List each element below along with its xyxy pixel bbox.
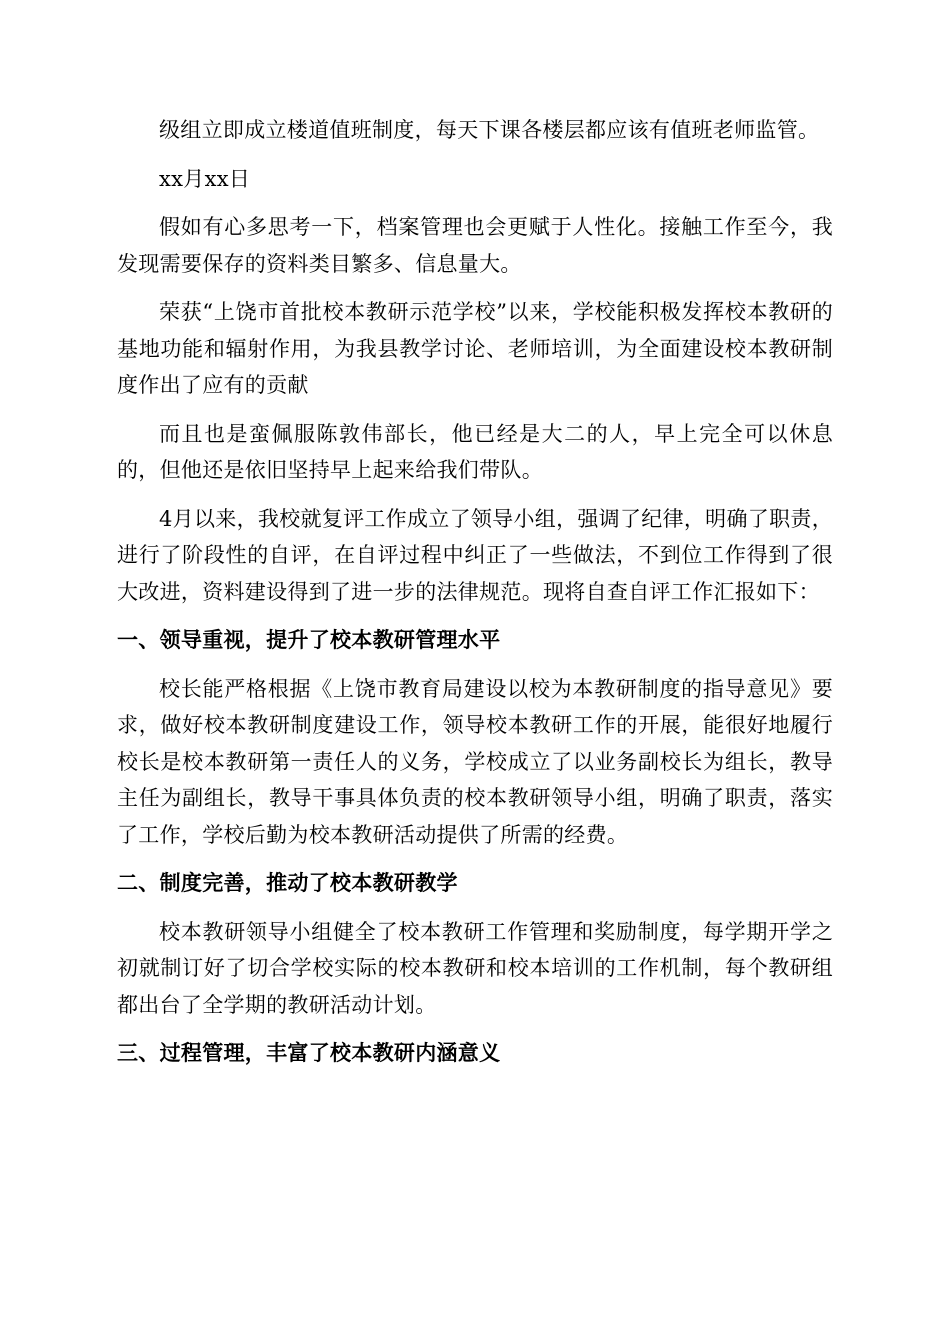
paragraph-self-evaluation: 4月以来，我校就复评工作成立了领导小组，强调了纪律，明确了职责，进行了阶段性的自评，在自评过程中纠正了一些做法，不到位工作得到了很大改进，资料建设得到了进一步的法律规范。现将自查自评工作汇报如下： (117, 506, 833, 604)
paragraph-system: 校本教研领导小组健全了校本教研工作管理和奖励制度，每学期开学之初就制订好了切合学校实际的校本教研和校本培训的工作机制，每个教研组都出台了全学期的教研活动计划。 (117, 919, 833, 1017)
section-heading-2: 二、制度完善，推动了校本教研教学 (117, 871, 458, 895)
section-heading-3: 三、过程管理，丰富了校本教研内涵意义 (117, 1041, 501, 1065)
paragraph-principal: 校长能严格根据《上饶市教育局建设以校为本教研制度的指导意见》要求，做好校本教研制度建设工作，领导校本教研工作的开展，能很好地履行校长是校本教研第一责任人的义务，学校成立了以业务副校长为组长，教导主任为副组长，教导干事具体负责的校本教研领导小组，明确了职责，落实了工作，学校后勤为校本教研活动提供了所需的经费。 (117, 676, 833, 847)
paragraph-minister: 而且也是蛮佩服陈敦伟部长，他已经是大二的人，早上完全可以休息的，但他还是依旧坚持早上起来给我们带队。 (117, 421, 833, 482)
section-heading-1: 一、领导重视，提升了校本教研管理水平 (117, 628, 501, 652)
document-page (117, 112, 833, 1072)
paragraph-model-school: 荣获“上饶市首批校本教研示范学校”以来，学校能积极发挥校本教研的基地功能和辐射作用，为我县教学讨论、老师培训，为全面建设校本教研制度作出了应有的贡献 (117, 300, 833, 397)
paragraph-archive-management: 假如有心多思考一下，档案管理也会更赋于人性化。接触工作至今，我发现需要保存的资料类目繁多、信息量大。 (117, 215, 833, 276)
paragraph-duty-system: 级组立即成立楼道值班制度，每天下课各楼层都应该有值班老师监管。 (159, 118, 820, 142)
paragraph-date: xx月xx日 (159, 166, 251, 191)
